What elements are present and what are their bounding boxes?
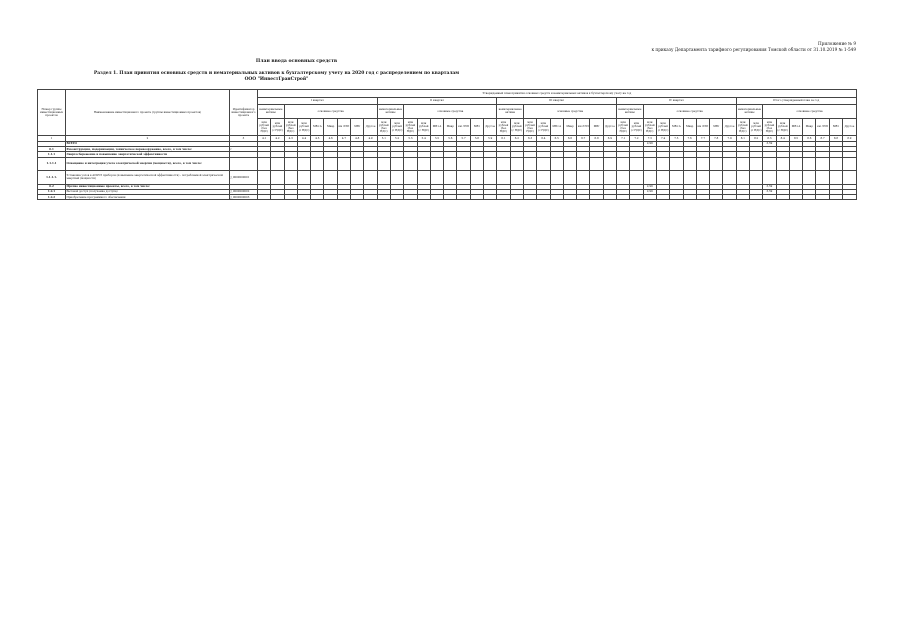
value-cell <box>444 157 457 171</box>
header-fixed-assets: основные средства <box>523 105 616 119</box>
value-cell <box>710 195 723 200</box>
value-cell: 2,99 <box>643 189 656 194</box>
column-number: 6.4 <box>537 136 550 142</box>
value-cell <box>258 195 271 200</box>
value-cell <box>324 195 337 200</box>
header-unit: Мвар <box>683 118 696 136</box>
header-unit: км ЛЭП <box>696 118 709 136</box>
value-cell <box>404 171 417 185</box>
column-number: 6.9 <box>603 136 616 142</box>
row-name: Энергосбережение и повышение энергетической эффективности <box>66 152 230 157</box>
value-cell <box>550 171 563 185</box>
header-period: Итого утвержденный план за год <box>736 97 856 105</box>
value-cell: 3,59 <box>763 189 776 194</box>
column-number: 7.4 <box>656 136 669 142</box>
header-unit: МВ×А <box>430 118 443 136</box>
value-cell <box>550 195 563 200</box>
value-cell <box>324 171 337 185</box>
header-group-number: Номер группы инвестиционных проектов <box>38 90 66 136</box>
column-number: 8.1 <box>736 136 749 142</box>
value-cell <box>311 171 324 185</box>
header-fixed-assets: основные средства <box>643 105 736 119</box>
value-cell <box>577 195 590 200</box>
value-cell <box>803 157 816 171</box>
value-cell <box>470 195 483 200</box>
value-cell <box>670 171 683 185</box>
row-name: Прочие инвестиционные проекты, всего, в том числе: <box>66 184 230 189</box>
header-unit: МВт <box>710 118 723 136</box>
header-unit: млн рублей (с НДС) <box>390 118 403 136</box>
column-number: 8.7 <box>816 136 829 142</box>
header-intangible-assets: нематериальные активы <box>377 105 404 119</box>
row-id: J_0000000002 <box>230 189 258 194</box>
header-unit: МВт <box>590 118 603 136</box>
appendix-note <box>651 41 856 53</box>
column-number: 6.7 <box>577 136 590 142</box>
value-cell <box>843 195 857 200</box>
column-number: 6.1 <box>497 136 510 142</box>
value-cell <box>670 157 683 171</box>
value-cell <box>763 195 776 200</box>
column-number: 6.8 <box>590 136 603 142</box>
header-unit: млн рублей (с НДС) <box>656 118 669 136</box>
value-cell: 2,99 <box>643 141 656 146</box>
value-cell <box>364 157 377 171</box>
header-unit: млн рублей (без НДС) <box>763 118 776 136</box>
row-id: J_0000000001 <box>230 171 258 185</box>
value-cell <box>417 195 430 200</box>
header-unit: млн рублей (без НДС) <box>617 118 630 136</box>
value-cell <box>484 157 497 171</box>
value-cell <box>630 171 643 185</box>
header-unit: Другое <box>723 118 736 136</box>
row-name: Оснащение и интеграция учета электрической энергии (мощности), всего, в том числе: <box>66 157 230 171</box>
value-cell <box>377 157 390 171</box>
header-unit: МВ×А <box>670 118 683 136</box>
header-unit: Мвар <box>324 118 337 136</box>
value-cell <box>563 195 576 200</box>
value-cell <box>590 157 603 171</box>
column-number: 4.7 <box>337 136 350 142</box>
header-unit: млн рублей (без НДС) <box>497 118 510 136</box>
table-row <box>38 157 857 171</box>
header-unit: млн рублей (с НДС) <box>417 118 430 136</box>
column-number: 5.3 <box>404 136 417 142</box>
value-cell <box>590 171 603 185</box>
header-project-name: Наименование инвестиционного проекта (группы инвестиционных проектов) <box>66 90 230 136</box>
column-number: 4.8 <box>351 136 364 142</box>
value-cell <box>803 195 816 200</box>
header-unit: МВт <box>470 118 483 136</box>
value-cell <box>444 171 457 185</box>
value-cell <box>311 195 324 200</box>
value-cell <box>776 171 789 185</box>
value-cell <box>271 171 284 185</box>
value-cell <box>843 171 857 185</box>
value-cell <box>723 171 736 185</box>
value-cell <box>683 157 696 171</box>
value-cell <box>577 157 590 171</box>
header-unit: млн рублей (без НДС) <box>377 118 390 136</box>
value-cell <box>643 157 656 171</box>
value-cell <box>749 171 762 185</box>
appendix-line-1: Приложение № 9 <box>818 41 856 46</box>
column-number: 8.8 <box>829 136 842 142</box>
column-number: 7.6 <box>683 136 696 142</box>
value-cell <box>603 157 616 171</box>
header-unit: МВт <box>351 118 364 136</box>
header-unit: Другое <box>484 118 497 136</box>
column-number: 4.6 <box>324 136 337 142</box>
value-cell <box>749 195 762 200</box>
column-number: 6.6 <box>563 136 576 142</box>
row-code: 0.1 <box>38 147 66 152</box>
header-unit: млн рублей (с НДС) <box>271 118 284 136</box>
row-name: Реконструкция, модернизация, техническое перевооружение, всего, в том числе: <box>66 147 230 152</box>
header-project-id: Идентификатор инвестиционного проекта <box>230 90 258 136</box>
column-number: 4.3 <box>284 136 297 142</box>
value-cell <box>550 157 563 171</box>
value-cell <box>617 157 630 171</box>
value-cell <box>829 171 842 185</box>
header-unit: млн рублей (с НДС) <box>749 118 762 136</box>
value-cell <box>497 195 510 200</box>
value-cell <box>311 157 324 171</box>
value-cell <box>337 157 350 171</box>
value-cell <box>630 157 643 171</box>
value-cell <box>390 171 403 185</box>
value-cell <box>763 157 776 171</box>
header-unit: МВ×А <box>789 118 802 136</box>
value-cell <box>723 157 736 171</box>
column-number: 4.4 <box>297 136 310 142</box>
value-cell <box>577 171 590 185</box>
column-number: 5.7 <box>457 136 470 142</box>
column-number: 6.5 <box>550 136 563 142</box>
value-cell <box>258 157 271 171</box>
column-number: 5.4 <box>417 136 430 142</box>
header-unit: МВт <box>829 118 842 136</box>
value-cell <box>763 171 776 185</box>
value-cell <box>523 171 536 185</box>
value-cell <box>816 157 829 171</box>
value-cell <box>723 195 736 200</box>
value-cell <box>351 171 364 185</box>
value-cell <box>417 157 430 171</box>
value-cell <box>803 171 816 185</box>
column-number: 6.3 <box>523 136 536 142</box>
value-cell <box>603 195 616 200</box>
column-number: 7.5 <box>670 136 683 142</box>
header-unit: Мвар <box>563 118 576 136</box>
value-cell <box>537 157 550 171</box>
column-number: 3 <box>230 136 258 142</box>
value-cell <box>789 157 802 171</box>
section-title-line-1: Раздел 1. План принятия основных средств и нематериальных активов к бухгалтерскому учету на 2020 год с распределением по кварталам <box>93 71 460 76</box>
value-cell <box>457 171 470 185</box>
value-cell <box>497 171 510 185</box>
value-cell <box>816 171 829 185</box>
value-cell <box>603 171 616 185</box>
column-number: 5.2 <box>390 136 403 142</box>
value-cell <box>430 171 443 185</box>
column-number: 8.3 <box>763 136 776 142</box>
value-cell <box>736 157 749 171</box>
header-intangible-assets: нематериальные активы <box>497 105 524 119</box>
value-cell <box>484 195 497 200</box>
row-name: Приобретение программного обеспечения <box>66 195 230 200</box>
value-cell <box>284 157 297 171</box>
value-cell <box>563 171 576 185</box>
column-number: 7.1 <box>617 136 630 142</box>
header-unit: Мвар <box>444 118 457 136</box>
value-cell <box>351 195 364 200</box>
row-id: г <box>230 147 258 152</box>
value-cell <box>444 195 457 200</box>
value-cell <box>643 195 656 200</box>
value-cell <box>510 157 523 171</box>
row-id: J_0000000003 <box>230 195 258 200</box>
column-number: 4.9 <box>364 136 377 142</box>
value-cell <box>390 195 403 200</box>
value-cell <box>776 157 789 171</box>
value-cell <box>457 157 470 171</box>
column-number: 7.8 <box>710 136 723 142</box>
value-cell <box>297 171 310 185</box>
row-name: Установка узлов в АСКУЭ приборов (повышение энергетической эффективности) - потребляемой электрической энергией (мощности) <box>66 171 230 185</box>
value-cell <box>484 171 497 185</box>
document-title: План ввода основных средств <box>255 59 338 64</box>
header-period: II квартал <box>377 97 497 105</box>
value-cell <box>351 157 364 171</box>
row-code: 1.1.1 <box>38 152 66 157</box>
row-code: 1.1.1.1. <box>38 171 66 185</box>
header-unit: млн рублей (без НДС) <box>404 118 417 136</box>
appendix-line-2: к приказу Департамента тарифного регулирования Томской области от 31.10.2019 № 1-549 <box>651 47 856 52</box>
column-number: 7.2 <box>630 136 643 142</box>
value-cell: 3,59 <box>763 184 776 189</box>
value-cell <box>683 195 696 200</box>
column-number: 4.2 <box>271 136 284 142</box>
value-cell <box>736 195 749 200</box>
column-number: 5.6 <box>444 136 457 142</box>
value-cell <box>630 195 643 200</box>
value-cell <box>417 171 430 185</box>
header-unit: Другое <box>603 118 616 136</box>
value-cell: 2,99 <box>643 184 656 189</box>
header-intangible-assets: нематериальные активы <box>617 105 644 119</box>
row-name: Бытовой доступ (получение доступа) <box>66 189 230 194</box>
value-cell <box>457 195 470 200</box>
column-number: 1 <box>38 136 66 142</box>
column-number: 8.9 <box>843 136 857 142</box>
value-cell <box>470 171 483 185</box>
row-code: 1.1.1.1 <box>38 157 66 171</box>
section-title <box>0 71 553 83</box>
value-cell <box>617 171 630 185</box>
value-cell <box>643 171 656 185</box>
value-cell <box>696 157 709 171</box>
row-code: 0.2 <box>38 184 66 189</box>
row-code: 1.2.1 <box>38 189 66 194</box>
table-row <box>38 195 857 200</box>
value-cell <box>617 195 630 200</box>
value-cell <box>656 195 669 200</box>
header-period: III квартал <box>497 97 617 105</box>
value-cell <box>843 157 857 171</box>
column-number: 5.9 <box>484 136 497 142</box>
header-unit: МВ×А <box>550 118 563 136</box>
value-cell <box>430 195 443 200</box>
row-id <box>230 157 258 171</box>
header-intangible-assets: нематериальные активы <box>258 105 285 119</box>
value-cell <box>563 157 576 171</box>
header-period: I квартал <box>258 97 378 105</box>
column-number: 5.1 <box>377 136 390 142</box>
value-cell <box>390 157 403 171</box>
column-number: 2 <box>66 136 230 142</box>
value-cell <box>789 195 802 200</box>
value-cell <box>683 171 696 185</box>
value-cell <box>656 171 669 185</box>
value-cell <box>497 157 510 171</box>
header-unit: млн рублей (с НДС) <box>297 118 310 136</box>
value-cell <box>404 157 417 171</box>
value-cell <box>284 195 297 200</box>
header-unit: млн рублей (с НДС) <box>776 118 789 136</box>
value-cell <box>749 157 762 171</box>
value-cell <box>377 195 390 200</box>
header-unit: млн рублей (без НДС) <box>523 118 536 136</box>
section-title-line-2: ООО "ИнвестГранСтрой" <box>244 77 309 82</box>
value-cell <box>324 157 337 171</box>
value-cell <box>590 195 603 200</box>
header-fixed-assets: основные средства <box>763 105 856 119</box>
value-cell <box>258 171 271 185</box>
header-intangible-assets: нематериальные активы <box>736 105 763 119</box>
header-unit: млн рублей (без НДС) <box>736 118 749 136</box>
header-unit: МВ×А <box>311 118 324 136</box>
value-cell <box>789 171 802 185</box>
value-cell <box>364 195 377 200</box>
header-unit: млн рублей (без НДС) <box>643 118 656 136</box>
value-cell <box>710 157 723 171</box>
column-number: 5.8 <box>470 136 483 142</box>
header-unit: км ЛЭП <box>457 118 470 136</box>
header-unit: Другое <box>364 118 377 136</box>
value-cell <box>337 195 350 200</box>
value-cell <box>297 195 310 200</box>
value-cell <box>829 157 842 171</box>
value-cell <box>470 157 483 171</box>
investment-plan-table <box>37 89 857 200</box>
value-cell <box>656 157 669 171</box>
value-cell <box>271 195 284 200</box>
header-period: IV квартал <box>617 97 737 105</box>
column-number: 8.6 <box>803 136 816 142</box>
header-unit: Другое <box>843 118 857 136</box>
value-cell <box>337 171 350 185</box>
column-number: 8.5 <box>789 136 802 142</box>
value-cell <box>364 171 377 185</box>
header-unit: млн рублей (без НДС) <box>258 118 271 136</box>
header-unit: млн рублей (с НДС) <box>537 118 550 136</box>
row-code: 1.2.2 <box>38 195 66 200</box>
column-number: 5.5 <box>430 136 443 142</box>
value-cell <box>710 171 723 185</box>
column-number: 7.3 <box>643 136 656 142</box>
value-cell <box>284 171 297 185</box>
value-cell <box>523 157 536 171</box>
header-unit: км ЛЭП <box>337 118 350 136</box>
row-name: ВСЕГО <box>66 141 230 146</box>
value-cell <box>537 171 550 185</box>
value-cell <box>537 195 550 200</box>
value-cell <box>430 157 443 171</box>
value-cell <box>404 195 417 200</box>
value-cell <box>776 195 789 200</box>
header-approved-plan: Утвержденный план принятия основных средств и нематериальных активов к бухгалтерскому учету на год <box>258 90 857 98</box>
header-unit: км ЛЭП <box>816 118 829 136</box>
value-cell: 3,59 <box>763 141 776 146</box>
header-fixed-assets: основные средства <box>404 105 497 119</box>
header-unit: млн рублей (с НДС) <box>510 118 523 136</box>
value-cell <box>696 171 709 185</box>
value-cell <box>510 171 523 185</box>
value-cell <box>816 195 829 200</box>
header-fixed-assets: основные средства <box>284 105 377 119</box>
value-cell <box>377 171 390 185</box>
value-cell <box>696 195 709 200</box>
value-cell <box>670 195 683 200</box>
value-cell <box>297 157 310 171</box>
column-number: 4.5 <box>311 136 324 142</box>
value-cell <box>523 195 536 200</box>
column-number: 7.9 <box>723 136 736 142</box>
value-cell <box>829 195 842 200</box>
header-unit: км ЛЭП <box>577 118 590 136</box>
value-cell <box>736 171 749 185</box>
column-number: 8.2 <box>749 136 762 142</box>
column-number: 8.4 <box>776 136 789 142</box>
header-unit: млн рублей (без НДС) <box>284 118 297 136</box>
header-unit: млн рублей (с НДС) <box>630 118 643 136</box>
table-row <box>38 171 857 185</box>
header-unit: Мвар <box>803 118 816 136</box>
value-cell <box>510 195 523 200</box>
column-number: 7.7 <box>696 136 709 142</box>
column-number: 6.2 <box>510 136 523 142</box>
column-number: 4.1 <box>258 136 271 142</box>
value-cell <box>271 157 284 171</box>
